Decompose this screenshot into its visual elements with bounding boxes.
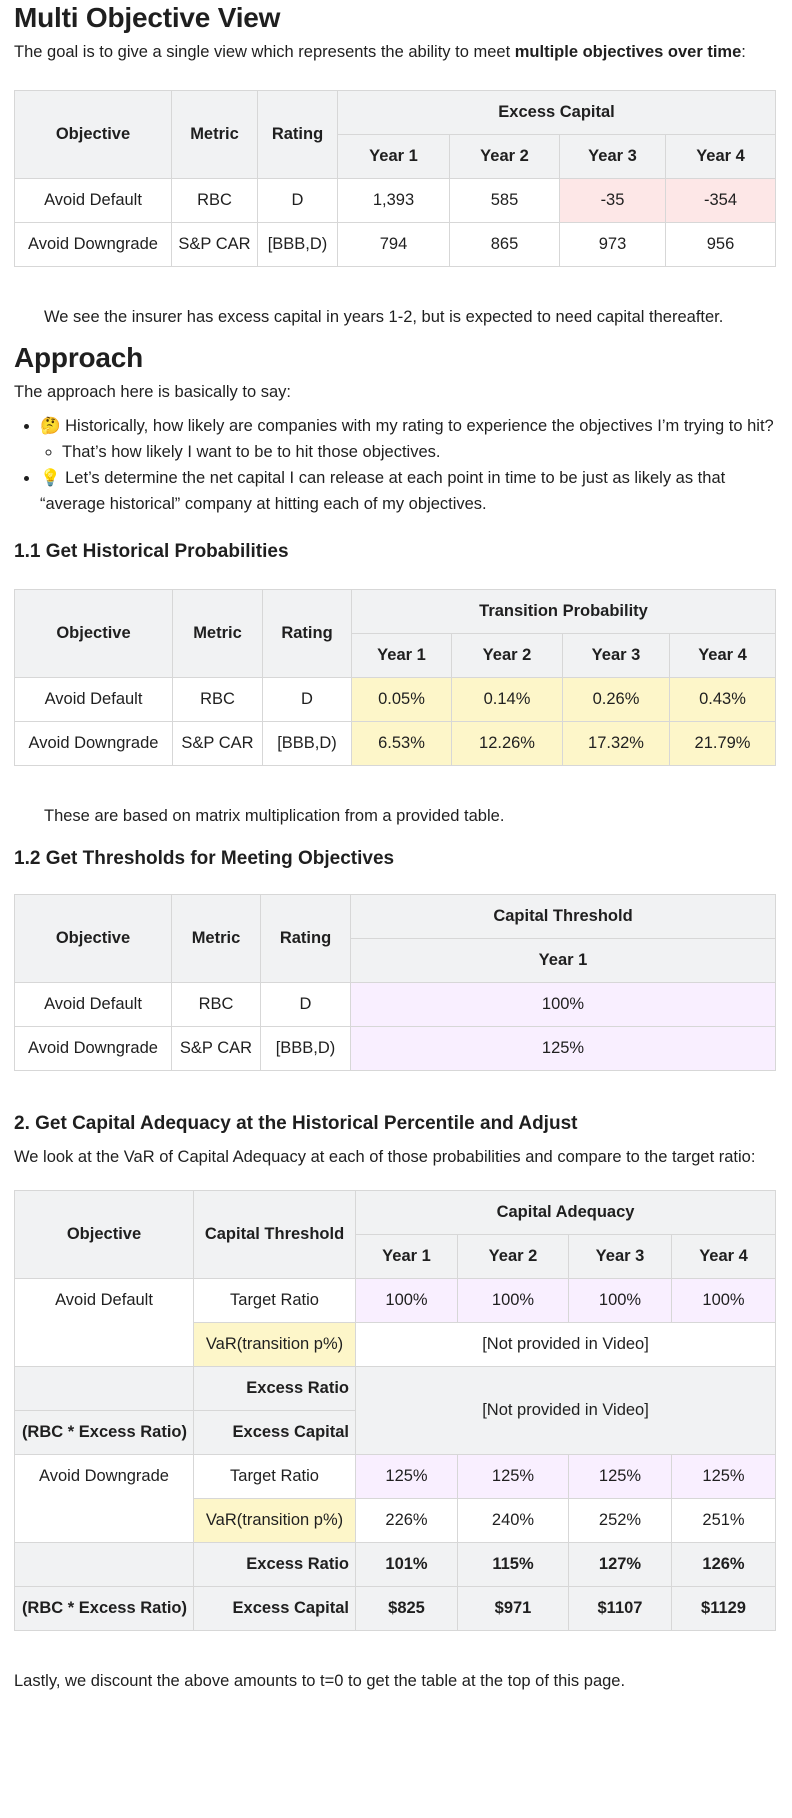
header-capital-threshold: Capital Threshold — [351, 895, 776, 939]
cell-value: 125% — [351, 1027, 776, 1071]
cell-var-label: VaR(transition p%) — [194, 1499, 356, 1543]
cell-rating: D — [263, 678, 352, 722]
cell-value: 240% — [458, 1499, 569, 1543]
header-capital-threshold: Capital Threshold — [194, 1191, 356, 1279]
cell-value: $1129 — [672, 1587, 776, 1631]
cell-metric: RBC — [172, 983, 261, 1027]
cell-rating: D — [258, 179, 338, 223]
table-row — [15, 678, 776, 722]
cell-objective: Avoid Default — [15, 678, 173, 722]
header-excess-capital: Excess Capital — [338, 91, 776, 135]
table-row — [15, 1027, 776, 1071]
cell-value: 100% — [458, 1279, 569, 1323]
header-year-1: Year 1 — [351, 939, 776, 983]
cell-value: 12.26% — [452, 722, 563, 766]
note-excess-capital: We see the insurer has excess capital in years 1-2, but is expected to need capital thereafter. — [44, 308, 724, 326]
header-metric: Metric — [172, 91, 258, 179]
header-year-2: Year 2 — [450, 135, 560, 179]
cell-excess-capital-label: Excess Capital — [194, 1587, 356, 1631]
table-row — [15, 1455, 776, 1499]
approach-list — [14, 413, 778, 517]
section-1-2-title: 1.2 Get Thresholds for Meeting Objectives — [14, 848, 395, 869]
cell-value: 252% — [569, 1499, 672, 1543]
header-year-4: Year 4 — [666, 135, 776, 179]
cell-empty — [15, 1367, 194, 1411]
cell-value: 125% — [672, 1455, 776, 1499]
cell-empty — [15, 1543, 194, 1587]
header-year-3: Year 3 — [569, 1235, 672, 1279]
closing-paragraph: Lastly, we discount the above amounts to t=0 to get the table at the top of this page. — [14, 1672, 626, 1690]
header-year-4: Year 4 — [670, 634, 776, 678]
cell-value: $971 — [458, 1587, 569, 1631]
header-objective: Objective — [15, 1191, 194, 1279]
capital-adequacy-table — [14, 1190, 776, 1631]
cell-target-ratio-label: Target Ratio — [194, 1455, 356, 1499]
page-title: Multi Objective View — [14, 2, 281, 33]
transition-probability-table — [14, 589, 776, 766]
header-year-2: Year 2 — [452, 634, 563, 678]
table-row — [15, 1587, 776, 1631]
cell-value: 6.53% — [352, 722, 452, 766]
table-row — [15, 179, 776, 223]
table-row — [15, 983, 776, 1027]
cell-value: 0.05% — [352, 678, 452, 722]
cell-excess-ratio-label: Excess Ratio — [194, 1543, 356, 1587]
header-year-1: Year 1 — [352, 634, 452, 678]
cell-rating: [BBB,D) — [258, 223, 338, 267]
cell-metric: S&P CAR — [172, 223, 258, 267]
header-year-4: Year 4 — [672, 1235, 776, 1279]
cell-value-negative: -35 — [560, 179, 666, 223]
table-row — [15, 1543, 776, 1587]
cell-value: 101% — [356, 1543, 458, 1587]
cell-value-negative: -354 — [666, 179, 776, 223]
header-rating: Rating — [261, 895, 351, 983]
intro-bold: multiple objectives over time — [514, 43, 742, 61]
cell-objective: Avoid Downgrade — [15, 223, 172, 267]
header-year-2: Year 2 — [458, 1235, 569, 1279]
cell-objective: Avoid Default — [15, 983, 172, 1027]
header-metric: Metric — [173, 590, 263, 678]
cell-value: 100% — [356, 1279, 458, 1323]
header-objective: Objective — [15, 590, 173, 678]
header-rating: Rating — [263, 590, 352, 678]
header-objective: Objective — [15, 91, 172, 179]
cell-metric: S&P CAR — [172, 1027, 261, 1071]
cell-value: 100% — [672, 1279, 776, 1323]
cell-value: 1,393 — [338, 179, 450, 223]
cell-objective: Avoid Default — [15, 179, 172, 223]
cell-value: 125% — [458, 1455, 569, 1499]
cell-value: $1107 — [569, 1587, 672, 1631]
cell-objective: Avoid Downgrade — [15, 1027, 172, 1071]
excess-capital-table — [14, 90, 776, 267]
cell-value: 226% — [356, 1499, 458, 1543]
cell-value: 0.14% — [452, 678, 563, 722]
cell-objective: Avoid Default — [15, 1279, 194, 1367]
cell-value: 17.32% — [563, 722, 670, 766]
cell-value: 125% — [356, 1455, 458, 1499]
light-bulb-icon: 💡 — [40, 468, 61, 487]
cell-value: 115% — [458, 1543, 569, 1587]
cell-value: 973 — [560, 223, 666, 267]
list-item: • 💡 Let’s determine the net capital I can release at each point in time to be just as likely as that “average historical” company at hitting each of my objectives. — [40, 465, 778, 517]
intro-paragraph: The goal is to give a single view which represents the ability to meet multiple objectives over time: — [14, 43, 746, 61]
header-rating: Rating — [258, 91, 338, 179]
cell-rbc-excess-label: (RBC * Excess Ratio) — [15, 1587, 194, 1631]
section-2-title: 2. Get Capital Adequacy at the Historical Percentile and Adjust — [14, 1113, 578, 1134]
header-transition-probability: Transition Probability — [352, 590, 776, 634]
header-capital-adequacy: Capital Adequacy — [356, 1191, 776, 1235]
cell-value: 0.43% — [670, 678, 776, 722]
cell-value: 125% — [569, 1455, 672, 1499]
cell-rating: [BBB,D) — [263, 722, 352, 766]
cell-metric: S&P CAR — [173, 722, 263, 766]
header-objective: Objective — [15, 895, 172, 983]
cell-value: 251% — [672, 1499, 776, 1543]
note-matrix: These are based on matrix multiplication from a provided table. — [44, 807, 505, 825]
list-item: ◦ That’s how likely I want to be to hit those objectives. — [62, 439, 778, 465]
cell-objective: Avoid Downgrade — [15, 722, 173, 766]
table-row — [15, 722, 776, 766]
thinking-face-icon: 🤔 — [40, 416, 61, 435]
cell-not-provided: [Not provided in Video] — [356, 1323, 776, 1367]
approach-title: Approach — [14, 342, 144, 373]
table-row — [15, 223, 776, 267]
cell-rating: [BBB,D) — [261, 1027, 351, 1071]
header-year-3: Year 3 — [560, 135, 666, 179]
cell-value: 100% — [351, 983, 776, 1027]
section-2-lead: We look at the VaR of Capital Adequacy at each of those probabilities and compare to the target ratio: — [14, 1148, 756, 1166]
table-row — [15, 1279, 776, 1323]
cell-rating: D — [261, 983, 351, 1027]
header-year-1: Year 1 — [338, 135, 450, 179]
cell-target-ratio-label: Target Ratio — [194, 1279, 356, 1323]
cell-value: 585 — [450, 179, 560, 223]
cell-metric: RBC — [172, 179, 258, 223]
header-year-1: Year 1 — [356, 1235, 458, 1279]
cell-value: 0.26% — [563, 678, 670, 722]
cell-value: 100% — [569, 1279, 672, 1323]
list-item: • 🤔 Historically, how likely are companies with my rating to experience the objectives I’m trying to hit? ◦ That’s how likely I want to be to hit those objectives. — [40, 413, 778, 465]
cell-value: 21.79% — [670, 722, 776, 766]
section-1-1-title: 1.1 Get Historical Probabilities — [14, 541, 289, 562]
table-row — [15, 1367, 776, 1411]
approach-sublist — [40, 439, 778, 465]
cell-value: 865 — [450, 223, 560, 267]
cell-value: $825 — [356, 1587, 458, 1631]
cell-objective: Avoid Downgrade — [15, 1455, 194, 1543]
cell-rbc-excess-label: (RBC * Excess Ratio) — [15, 1411, 194, 1455]
cell-value: 126% — [672, 1543, 776, 1587]
cell-not-provided: [Not provided in Video] — [356, 1367, 776, 1455]
cell-metric: RBC — [173, 678, 263, 722]
approach-lead: The approach here is basically to say: — [14, 383, 291, 401]
cell-excess-ratio-label: Excess Ratio — [194, 1367, 356, 1411]
capital-threshold-table — [14, 894, 776, 1071]
cell-var-label: VaR(transition p%) — [194, 1323, 356, 1367]
header-metric: Metric — [172, 895, 261, 983]
cell-value: 127% — [569, 1543, 672, 1587]
header-year-3: Year 3 — [563, 634, 670, 678]
cell-value: 956 — [666, 223, 776, 267]
cell-value: 794 — [338, 223, 450, 267]
cell-excess-capital-label: Excess Capital — [194, 1411, 356, 1455]
